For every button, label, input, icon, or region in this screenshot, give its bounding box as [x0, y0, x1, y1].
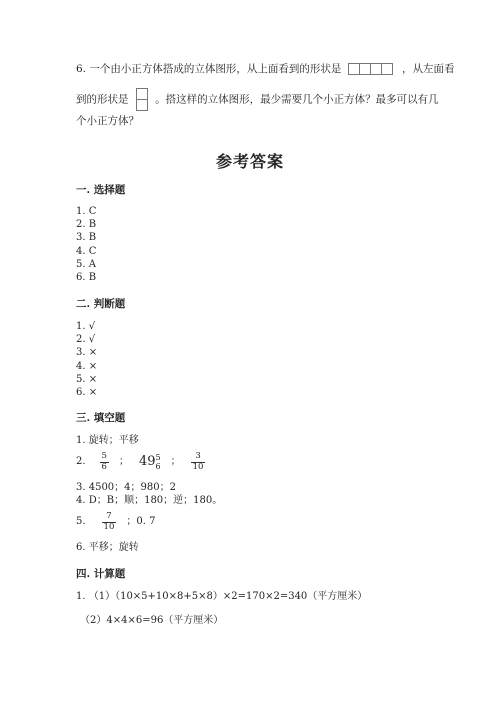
item-label: 5. — [76, 516, 86, 528]
section-4-item-2: （2）4×4×6=96（平方厘米） — [80, 615, 224, 626]
question-6-text-d: 。搭这样的立体图形，最少需要几个小正方体？最多可以有几 — [155, 93, 439, 106]
answer-item: 6. × — [76, 387, 98, 399]
question-6-text-b: ，从左面看 — [402, 63, 455, 75]
section-3-item-4: 4. D；B；顺；180；逆；180。 — [76, 495, 223, 506]
denominator: 6 — [155, 462, 161, 471]
question-6-text-a: 6. 一个由小正方体搭成的立体图形，从上面看到的形状是 — [76, 63, 342, 75]
answer-item: 4. C — [76, 245, 97, 257]
left-view-shape-figure — [136, 88, 148, 111]
section-3-title: 三. 填空题 — [76, 412, 126, 424]
answer-item: 5. A — [76, 258, 96, 270]
section-4-title: 四. 计算题 — [76, 568, 126, 580]
separator: ； — [118, 456, 129, 468]
answer-item: 3. B — [76, 232, 97, 244]
question-6-line-1 — [76, 62, 455, 76]
question-6-text-c: 到的形状是 — [76, 93, 129, 106]
separator: ； — [170, 456, 181, 468]
fraction — [100, 452, 109, 472]
section-2-title: 二. 判断题 — [76, 298, 126, 310]
section-1-answers — [76, 205, 96, 284]
section-3-item-3: 3. 4500；4；980；2 — [76, 482, 176, 493]
fraction — [102, 512, 117, 532]
section-2-answers — [76, 320, 97, 399]
answer-item: 2. B — [76, 219, 97, 231]
denominator: 10 — [103, 521, 115, 532]
answer-item: 6. B — [76, 272, 97, 284]
section-3-item-5 — [76, 512, 155, 532]
section-3-item-6: 6. 平移；旋转 — [76, 542, 139, 553]
section-4-item-1: 1. （1）（10×5+10×8+5×8）×2=170×2=340（平方厘米） — [76, 591, 368, 602]
item-label: 2. — [76, 456, 86, 468]
denominator: 10 — [192, 461, 204, 472]
mixed-whole: 49 — [138, 454, 156, 470]
answer-item: 1. C — [76, 206, 97, 217]
numerator: 3 — [195, 451, 201, 461]
numerator: 7 — [106, 511, 112, 521]
section-3-item-1: 1. 旋转；平移 — [76, 435, 139, 446]
answer-item: 5. × — [76, 373, 98, 385]
answer-item: 3. × — [76, 347, 98, 359]
answer-title: 参考答案 — [215, 152, 284, 171]
question-6-line-3: 个小正方体？ — [76, 115, 139, 127]
fraction — [191, 452, 206, 472]
numerator: 5 — [101, 451, 107, 461]
item-rest: ；0. 7 — [126, 516, 156, 528]
top-view-shape-figure — [349, 63, 393, 75]
fraction — [156, 453, 161, 471]
numerator: 5 — [155, 453, 161, 462]
section-1-title: 一. 选择题 — [76, 184, 126, 196]
mixed-number — [139, 453, 161, 471]
question-6-line-2 — [76, 88, 439, 111]
answer-item: 2. √ — [76, 334, 96, 346]
denominator: 6 — [101, 461, 107, 472]
answer-item: 4. × — [76, 360, 98, 372]
answer-item: 1. √ — [76, 321, 96, 332]
section-3-item-2 — [76, 452, 205, 472]
